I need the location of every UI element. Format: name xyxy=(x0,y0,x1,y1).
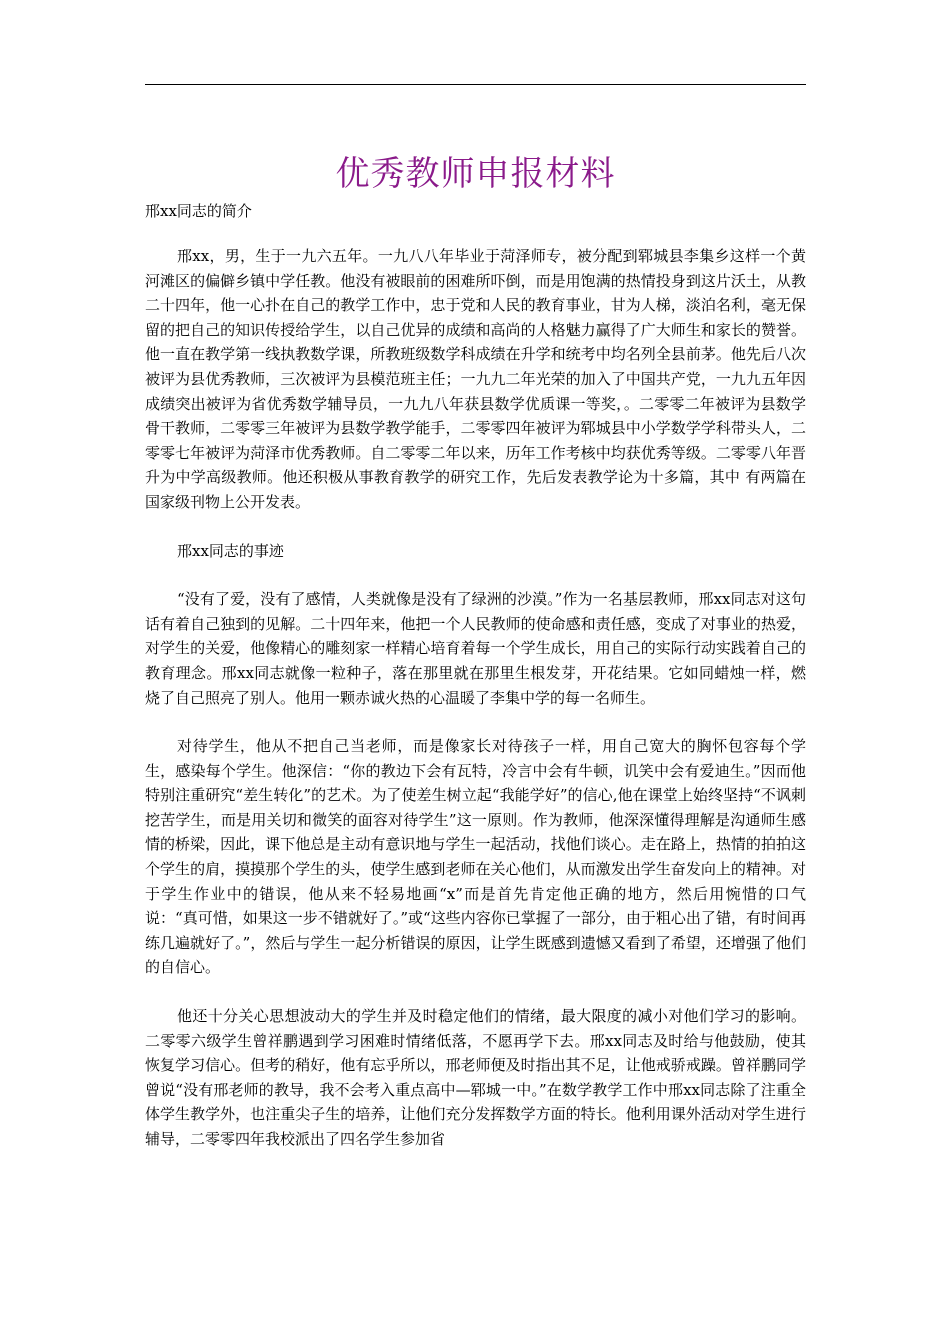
document-body xyxy=(145,244,806,1176)
paragraph-care: 他还十分关心思想波动大的学生并及时稳定他们的情绪，最大限度的减小对他们学习的影响。二零零六级学生曾祥鹏遇到学习困难时情绪低落，不愿再学下去。邢xx同志及时给与他鼓励，使其恢复学习信心。但考的稍好，他有忘乎所以，邢老师便及时指出其不足，让他戒骄戒躁。曾祥鹏同学曾说“没有邢老师的教导，我不会考入重点高中—郓城一中。”在数学教学工作中邢xx同志除了注重全体学生教学外，也注重尖子生的培养，让他们充分发挥数学方面的特长。他利用课外活动对学生进行辅导，二零零四年我校派出了四名学生参加省 xyxy=(145,1007,806,1148)
section-heading-intro: 邢xx同志的简介 xyxy=(145,202,252,220)
document-title: 优秀教师申报材料 xyxy=(335,154,616,194)
section-heading-deeds: 邢xx同志的事迹 xyxy=(177,541,284,560)
paragraph-students: 对待学生，他从不把自己当老师，而是像家长对待孩子一样，用自己宽大的胸怀包容每个学生，感染每个学生。他深信：“你的教边下会有瓦特，冷言中会有牛顿，讥笑中会有爱迪生。”因而他特别注重研究“差生转化”的艺术。为了使差生树立起“我能学好”的信心,他在课堂上始终坚持“不讽刺挖苦学生，而是用关切和微笑的面容对待学生”这一原则。作为教师，他深深懂得理解是沟通师生感情的桥梁，因此，课下他总是主动有意识地与学生一起活动，找他们谈心。走在路上，热情的拍拍这个学生的肩，摸摸那个学生的头，使学生感到老师在关心他们，从而激发出学生奋发向上的精神。对于学生作业中的错误，他从来不轻易地画“x”而是首先肯定他正确的地方，然后用惋惜的口气说：“真可惜，如果这一步不错就好了。”或“这些内容你已掌握了一部分，由于粗心出了错，有时间再练几遍就好了。”，然后与学生一起分析错误的原因，让学生既感到遗憾又看到了希望，还增强了他们的自信心。 xyxy=(145,737,806,977)
paragraph-intro: 邢xx，男，生于一九六五年。一九八八年毕业于菏泽师专，被分配到郓城县李集乡这样一个黄河滩区的偏僻乡镇中学任教。他没有被眼前的困难所吓倒，而是用饱满的热情投身到这片沃土，从教二十四年，他一心扑在自己的教学工作中，忠于党和人民的教育事业，甘为人梯，淡泊名利，毫无保留的把自己的知识传授给学生，以自己优异的成绩和高尚的人格魅力赢得了广大师生和家长的赞誉。他一直在教学第一线执教数学课，所教班级数学科成绩在升学和统考中均名列全县前茅。他先后八次被评为县优秀教师，三次被评为县模范班主任；一九九二年光荣的加入了中国共产党，一九九五年因成绩突出被评为省优秀数学辅导员，一九九八年获县数学优质课一等奖，。二零零二年被评为县数学骨干教师，二零零三年被评为县数学教学能手，二零零四年被评为郓城县中小学数学学科带头人，二零零七年被评为菏泽市优秀教师。自二零零二年以来，历年工作考核中均获优秀等级。二零零八年晋升为中学高级教师。他还积极从事教育教学的研究工作，先后发表教学论为十多篇，其中 有两篇在国家级刊物上公开发表。 xyxy=(145,247,806,511)
paragraph-love: “没有了爱，没有了感情，人类就像是没有了绿洲的沙漠。”作为一名基层教师，邢xx同志对这句话有着自己独到的见解。二十四年来，他把一个人民教师的使命感和责任感，变成了对事业的热爱，对学生的关爱，他像精心的雕刻家一样精心培育着每一个学生成长，用自己的实际行动实践着自己的教育理念。邢xx同志就像一粒种子，落在那里就在那里生根发芽，开花结果。它如同蜡烛一样，燃烧了自己照亮了别人。他用一颗赤诚火热的心温暖了李集中学的每一名师生。 xyxy=(145,590,806,707)
header-rule xyxy=(145,84,806,85)
